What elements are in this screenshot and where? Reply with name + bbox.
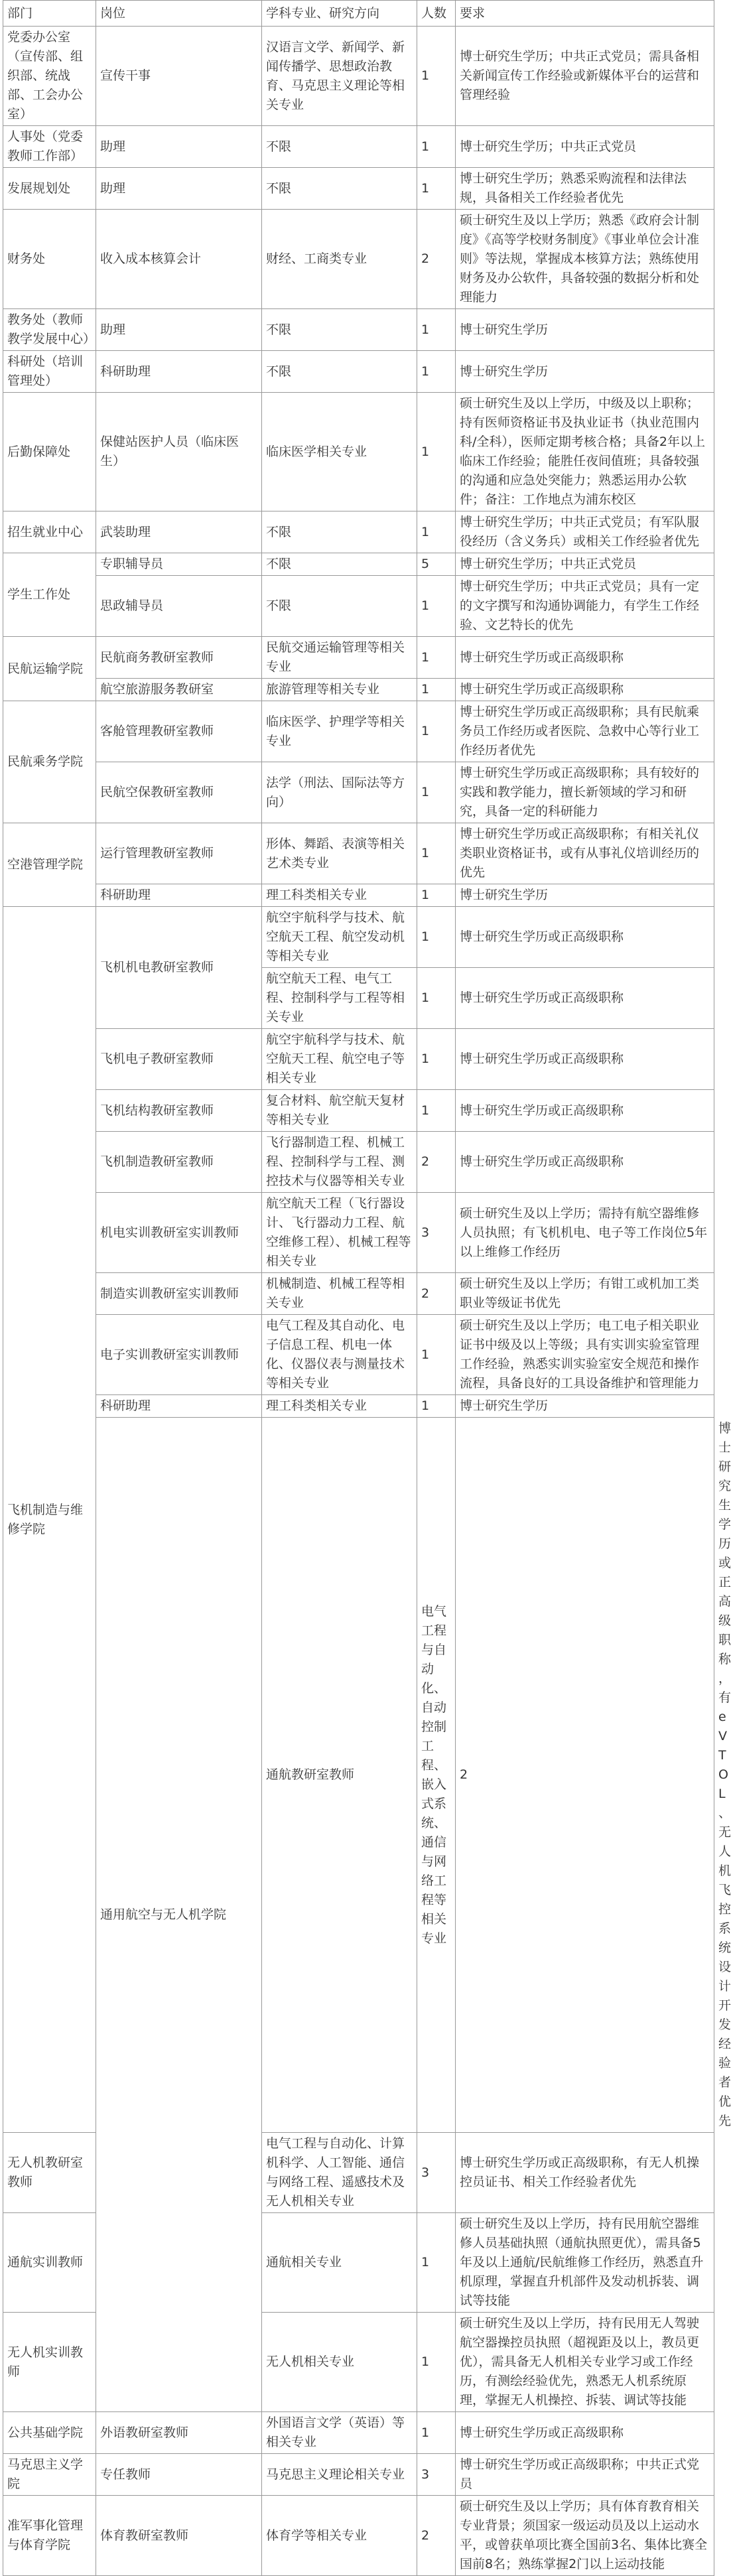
cell-major: 航空航天工程、电气工程、控制科学与工程等相关专业 [262, 968, 417, 1029]
table-row [3, 1273, 714, 1315]
cell-requirements: 博士研究生学历或正高级职称 [456, 637, 714, 679]
cell-post: 收入成本核算会计 [96, 210, 262, 309]
cell-requirements: 博士研究生学历；中共正式党员；需具备相关新闻宣传工作经验或新媒体平台的运营和管理经验 [456, 27, 714, 126]
cell-requirements: 博士研究生学历或正高级职称 [456, 907, 714, 968]
cell-major: 航空宇航科学与技术、航空航天工程、航空电子等相关专业 [262, 1029, 417, 1090]
header-requirements: 要求 [456, 1, 714, 27]
cell-major: 财经、工商类专业 [262, 210, 417, 309]
cell-major: 航空航天工程（飞行器设计、飞行器动力工程、航空维修工程）、机械工程等相关专业 [262, 1193, 417, 1273]
cell-major: 通航相关专业 [262, 2213, 417, 2313]
table-row [3, 27, 714, 126]
cell-post: 民航空保教研室教师 [96, 762, 262, 823]
table-row [3, 2454, 714, 2496]
cell-post: 机电实训教研室实训教师 [96, 1193, 262, 1273]
cell-post: 思政辅导员 [96, 576, 262, 637]
cell-major: 不限 [262, 351, 417, 393]
cell-post: 助理 [96, 126, 262, 168]
cell-post: 客舱管理教研室教师 [96, 701, 262, 762]
header-major: 学科专业、研究方向 [262, 1, 417, 27]
cell-dept: 党委办公室（宣传部、组织部、统战部、工会办公室） [3, 27, 96, 126]
table-row [3, 1132, 714, 1193]
cell-post: 体育教研室教师 [96, 2496, 262, 2576]
cell-dept: 公共基础学院 [3, 2412, 96, 2454]
cell-dept: 马克思主义学院 [3, 2454, 96, 2496]
cell-major: 法学（刑法、国际法等方向） [262, 762, 417, 823]
table-row [3, 637, 714, 679]
cell-major: 汉语言文学、新闻学、新闻传播学、思想政治教育、马克思主义理论等相关专业 [262, 27, 417, 126]
cell-count: 5 [417, 553, 456, 576]
cell-dept: 发展规划处 [3, 168, 96, 210]
cell-count: 1 [417, 1029, 456, 1090]
cell-major: 不限 [262, 576, 417, 637]
table-row [3, 168, 714, 210]
cell-requirements: 博士研究生学历 [456, 309, 714, 351]
table-row [3, 1395, 714, 1418]
cell-requirements: 硕士研究生及以上学历；需持有航空器维修人员执照；有飞机机电、电子等工作岗位5年以上维修工作经历 [456, 1193, 714, 1273]
cell-count: 1 [417, 701, 456, 762]
cell-count: 2 [456, 1418, 714, 2133]
cell-requirements: 硕士研究生及以上学历；具有体育教育相关专业背景；须国家一级运动员及以上运动水平，或曾获单项比赛全国前3名、集体比赛全国前8名；熟练掌握2门以上运动技能 [456, 2496, 714, 2576]
table-row [3, 126, 714, 168]
cell-requirements: 硕士研究生及以上学历，中级及以上职称；持有医师资格证书及执业证书（执业范围内科/全科），医师定期考核合格；具备2年以上临床工作经验；能胜任夜间值班；具备较强的沟通和应急处突能力；熟悉运用办公软件；备注：工作地点为浦东校区 [456, 393, 714, 511]
cell-requirements: 博士研究生学历；中共正式党员；具有一定的文字撰写和沟通协调能力，有学生工作经验、文艺特长的优先 [456, 576, 714, 637]
cell-count: 1 [417, 907, 456, 968]
table-row [3, 762, 714, 823]
cell-requirements: 硕士研究生及以上学历；熟悉《政府会计制度》《高等学校财务制度》《事业单位会计准则》等法规，掌握成本核算方法；熟练使用财务及办公软件，具备较强的数据分析和处理能力 [456, 210, 714, 309]
cell-requirements: 博士研究生学历或正高级职称 [456, 1090, 714, 1132]
cell-post: 外语教研室教师 [96, 2412, 262, 2454]
table-row [3, 2412, 714, 2454]
cell-count: 1 [417, 1090, 456, 1132]
cell-dept: 科研处（培训管理处） [3, 351, 96, 393]
cell-dept: 后勤保障处 [3, 393, 96, 511]
cell-count: 2 [417, 2496, 456, 2576]
cell-count: 1 [417, 968, 456, 1029]
cell-requirements: 博士研究生学历 [456, 884, 714, 907]
cell-count: 1 [417, 168, 456, 210]
cell-requirements: 硕士研究生及以上学历，持有民用无人驾驶航空器操控员执照（超视距及以上，教员更优），需具备无人机相关专业学习或工作经历，有测绘经验优先，熟悉无人机系统原理，掌握无人机操控、拆装、调试等技能 [456, 2313, 714, 2412]
cell-post: 武装助理 [96, 511, 262, 553]
cell-post: 科研助理 [96, 351, 262, 393]
cell-major: 不限 [262, 126, 417, 168]
cell-dept: 学生工作处 [3, 553, 96, 637]
cell-requirements: 博士研究生学历 [456, 351, 714, 393]
cell-requirements: 硕士研究生及以上学历；电工电子相关职业证书中级及以上等级；具有实训实验室管理工作经验，熟悉实训实验室安全规范和操作流程，具备良好的工具设备维护和管理能力 [456, 1315, 714, 1395]
cell-major: 机械制造、机械工程等相关专业 [262, 1273, 417, 1315]
cell-post: 科研助理 [96, 1395, 262, 1418]
cell-post: 运行管理教研室教师 [96, 823, 262, 884]
cell-major: 飞行器制造工程、机械工程、控制科学与工程、测控技术与仪器等相关专业 [262, 1132, 417, 1193]
cell-requirements: 博士研究生学历 [456, 1395, 714, 1418]
cell-count: 2 [417, 1132, 456, 1193]
cell-count: 1 [417, 1315, 456, 1395]
cell-post: 保健站医护人员（临床医生） [96, 393, 262, 511]
cell-major: 理工科类相关专业 [262, 884, 417, 907]
cell-post: 飞机机电教研室教师 [96, 907, 262, 1029]
cell-count: 3 [417, 2133, 456, 2213]
table-row [3, 823, 714, 884]
cell-requirements: 博士研究生学历或正高级职称；具有民航乘务员工作经历或者医院、急救中心等行业工作经历者优先 [456, 701, 714, 762]
cell-requirements: 硕士研究生及以上学历，持有民用航空器维修人员基础执照（通航执照更优），需具备5年及以上通航/民航维修工作经历，熟悉直升机原理，掌握直升机部件及发动机拆装、调试等技能 [456, 2213, 714, 2313]
cell-requirements: 博士研究生学历或正高级职称 [456, 1029, 714, 1090]
cell-major: 不限 [262, 511, 417, 553]
cell-count: 1 [417, 762, 456, 823]
cell-dept: 教务处（教师教学发展中心） [3, 309, 96, 351]
cell-count: 1 [417, 2313, 456, 2412]
cell-post: 科研助理 [96, 884, 262, 907]
cell-requirements: 博士研究生学历或正高级职称 [456, 968, 714, 1029]
cell-count: 1 [417, 126, 456, 168]
cell-major: 临床医学、护理学等相关专业 [262, 701, 417, 762]
table-row [3, 511, 714, 553]
cell-post: 专职辅导员 [96, 553, 262, 576]
cell-major: 理工科类相关专业 [262, 1395, 417, 1418]
table-row [3, 1193, 714, 1273]
cell-post: 民航商务教研室教师 [96, 637, 262, 679]
cell-post: 飞机结构教研室教师 [96, 1090, 262, 1132]
table-row [3, 351, 714, 393]
cell-requirements: 博士研究生学历；熟悉采购流程和法律法规，具备相关工作经验者优先 [456, 168, 714, 210]
cell-major: 航空宇航科学与技术、航空航天工程、航空发动机等相关专业 [262, 907, 417, 968]
cell-requirements: 博士研究生学历；中共正式党员；有军队服役经历（含义务兵）或相关工作经验者优先 [456, 511, 714, 553]
cell-post: 制造实训教研室实训教师 [96, 1273, 262, 1315]
cell-count: 1 [417, 823, 456, 884]
cell-dept: 民航运输学院 [3, 637, 96, 701]
cell-post: 航空旅游服务教研室 [96, 679, 262, 701]
cell-major: 复合材料、航空航天复材等相关专业 [262, 1090, 417, 1132]
cell-major: 不限 [262, 309, 417, 351]
header-row [3, 1, 714, 27]
cell-count: 1 [417, 27, 456, 126]
cell-major: 电气工程与自动化、自动控制工程、嵌入式系统、通信与网络工程等相关专业 [417, 1418, 456, 2133]
cell-requirements: 硕士研究生及以上学历；有钳工或机加工类职业等级证书优先 [456, 1273, 714, 1315]
table-row [3, 884, 714, 907]
cell-dept: 财务处 [3, 210, 96, 309]
cell-major: 形体、舞蹈、表演等相关艺术类专业 [262, 823, 417, 884]
cell-major: 体育学等相关专业 [262, 2496, 417, 2576]
cell-post: 宣传干事 [96, 27, 262, 126]
cell-requirements: 博士研究生学历或正高级职称；中共正式党员 [456, 2454, 714, 2496]
cell-major: 无人机相关专业 [262, 2313, 417, 2412]
cell-major: 不限 [262, 553, 417, 576]
table-row [3, 576, 714, 637]
cell-dept: 飞机制造与维修学院 [3, 907, 96, 2133]
cell-post: 无人机教研室教师 [3, 2133, 96, 2213]
header-count: 人数 [417, 1, 456, 27]
cell-major: 电气工程与自动化、计算机科学、人工智能、通信与网络工程、遥感技术及无人机相关专业 [262, 2133, 417, 2213]
table-row [3, 2496, 714, 2576]
cell-requirements: 博士研究生学历或正高级职称；有相关礼仪类职业资格证书，或有从事礼仪培训经历的优先 [456, 823, 714, 884]
header-post: 岗位 [96, 1, 262, 27]
cell-requirements: 博士研究生学历；中共正式党员 [456, 553, 714, 576]
cell-major: 临床医学相关专业 [262, 393, 417, 511]
cell-dept: 民航乘务学院 [3, 701, 96, 823]
cell-dept: 准军事化管理与体育学院 [3, 2496, 96, 2576]
cell-major: 电气工程及其自动化、电子信息工程、机电一体化、仪器仪表与测量技术等相关专业 [262, 1315, 417, 1395]
table-row: 通用航空与无人机学院 通航教研室教师 电气工程与自动化、自动控制工程、嵌入式系统、通信与网络工程等相关专业 2 博士研究生学历或正高级职称，有eVTOL、无人机飞控系统设计开发经验者优先 [3, 1418, 714, 2133]
cell-count: 1 [417, 1395, 456, 1418]
cell-count: 1 [417, 2213, 456, 2313]
cell-requirements: 博士研究生学历；中共正式党员 [456, 126, 714, 168]
cell-count: 1 [417, 511, 456, 553]
table-row [3, 907, 714, 968]
cell-post: 助理 [96, 168, 262, 210]
cell-major: 马克思主义理论相关专业 [262, 2454, 417, 2496]
cell-count: 1 [417, 309, 456, 351]
table-row [3, 553, 714, 576]
table-row [3, 1090, 714, 1132]
table-row [3, 1029, 714, 1090]
cell-post: 飞机电子教研室教师 [96, 1029, 262, 1090]
cell-major: 不限 [262, 168, 417, 210]
cell-count: 1 [417, 884, 456, 907]
table-row [3, 679, 714, 701]
cell-major: 外国语言文学（英语）等相关专业 [262, 2412, 417, 2454]
cell-count: 1 [417, 679, 456, 701]
cell-major: 旅游管理等相关专业 [262, 679, 417, 701]
cell-requirements: 博士研究生学历或正高级职称 [456, 1132, 714, 1193]
table-row [3, 701, 714, 762]
cell-requirements: 博士研究生学历或正高级职称 [456, 679, 714, 701]
table-row [3, 1315, 714, 1395]
header-dept: 部门 [3, 1, 96, 27]
cell-count: 3 [417, 2454, 456, 2496]
cell-requirements: 博士研究生学历或正高级职称 [456, 2412, 714, 2454]
cell-post: 飞机制造教研室教师 [96, 1132, 262, 1193]
cell-post: 专任教师 [96, 2454, 262, 2496]
cell-count: 1 [417, 637, 456, 679]
cell-count: 1 [417, 393, 456, 511]
cell-count: 3 [417, 1193, 456, 1273]
cell-dept: 招生就业中心 [3, 511, 96, 553]
cell-requirements: 博士研究生学历或正高级职称，有无人机操控员证书、相关工作经验者优先 [456, 2133, 714, 2213]
table-row [3, 210, 714, 309]
cell-post: 助理 [96, 309, 262, 351]
cell-dept: 人事处（党委教师工作部） [3, 126, 96, 168]
cell-count: 2 [417, 1273, 456, 1315]
cell-count: 1 [417, 2412, 456, 2454]
cell-major: 民航交通运输管理等相关专业 [262, 637, 417, 679]
cell-count: 1 [417, 351, 456, 393]
cell-count: 2 [417, 210, 456, 309]
table-row [3, 309, 714, 351]
recruitment-table [3, 0, 731, 2576]
cell-count: 1 [417, 576, 456, 637]
cell-dept: 空港管理学院 [3, 823, 96, 907]
cell-dept: 通用航空与无人机学院 [96, 1418, 262, 2412]
cell-post: 电子实训教研室实训教师 [96, 1315, 262, 1395]
cell-post: 通航实训教师 [3, 2213, 96, 2313]
table-body [3, 1, 731, 2576]
cell-post: 无人机实训教师 [3, 2313, 96, 2412]
cell-post: 通航教研室教师 [262, 1418, 417, 2133]
table-row [3, 393, 714, 511]
cell-requirements: 博士研究生学历或正高级职称；具有较好的实践和教学能力，擅长新领域的学习和研究，具备一定的科研能力 [456, 762, 714, 823]
